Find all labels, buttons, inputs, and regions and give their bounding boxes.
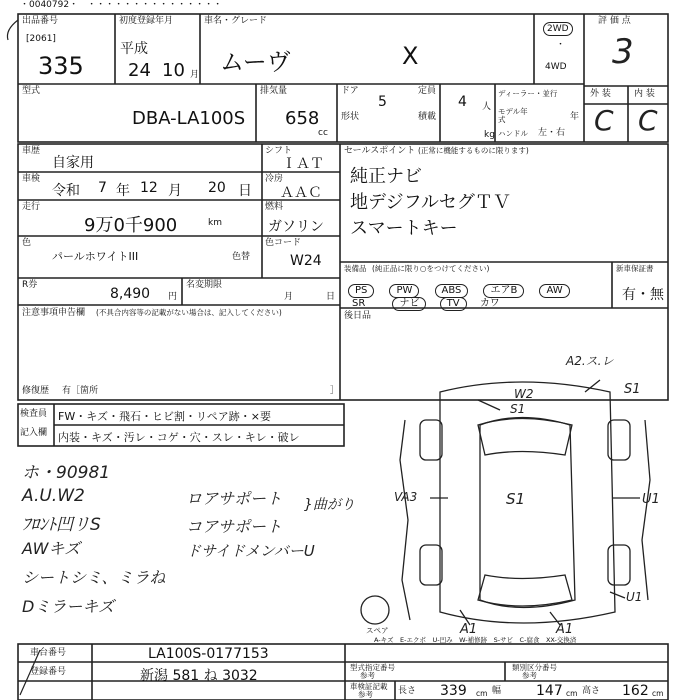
sales-point-1: 純正ナビ	[350, 166, 422, 187]
class-label: 類別区分番号	[512, 663, 557, 672]
mark-front-right: S1	[624, 382, 641, 397]
damage-legend: A-キズ E-エクボ U-凹み W-補修跡 S-サビ C-腐食 XX-交換済	[374, 636, 577, 644]
hand-note-4: AWキズ	[22, 539, 81, 558]
mileage-value: 9万0千900	[84, 215, 178, 236]
shift-label: シフト	[265, 146, 293, 156]
capacity-value: 4	[458, 94, 467, 110]
equipment-row-2	[352, 294, 500, 311]
car-windshield	[478, 419, 572, 456]
model-type-ref: 参考	[360, 671, 375, 680]
inspector-label-1: 検査員	[20, 409, 48, 419]
model-year-label: モデル年式	[498, 107, 528, 124]
fuel-label: 燃料	[265, 202, 284, 212]
sales-points-note: (正常に機能するものに限ります)	[418, 146, 529, 155]
plate-label: 登録番号	[30, 667, 67, 677]
wheel-front-left	[420, 420, 442, 460]
diagram-leaderlines	[430, 380, 643, 625]
score-label: 評 価 点	[598, 16, 631, 26]
name-change-day: 日	[326, 292, 336, 302]
hand-note-3: ﾌﾛﾝﾄ凹リS	[22, 515, 101, 535]
lot-circle	[7, 20, 18, 40]
hand-note-1: ホ・90981	[22, 463, 111, 483]
spare-label: スペア	[366, 626, 389, 635]
load-unit: kg	[484, 130, 495, 140]
plate-value: 新潟 581 ね 3032	[140, 668, 258, 684]
name-change-month: 月	[284, 292, 294, 302]
model-year-unit: 年	[570, 112, 580, 122]
capacity-label: 定員	[418, 86, 437, 96]
reg-date-year: 24	[128, 60, 151, 81]
drive-2wd: 2WD	[543, 22, 573, 36]
inspection-year-unit: 年	[116, 183, 130, 199]
equip-sr: SR	[352, 298, 366, 309]
hand-note-6: Dミラーキズ	[22, 597, 115, 616]
notes-note: (不具合内容等の記載がない場合は、記入してください)	[96, 308, 282, 317]
mark-bottom-left: A1	[460, 622, 478, 637]
height-value: 162	[622, 683, 649, 699]
color-code-label: 色コード	[265, 238, 302, 248]
dealer-label: ディーラー・並行	[498, 89, 558, 98]
retrofit-label: 後日品	[344, 311, 372, 321]
score-int-label: 内 装	[634, 89, 655, 99]
score-value: 3	[612, 32, 634, 72]
reg-date-month-unit: 月	[190, 70, 200, 80]
handle-value: 左・右	[538, 128, 566, 138]
inspector-row-2: 内装・キズ・汚レ・コゲ・穴・スレ・キレ・破レ	[58, 431, 300, 444]
ac-value: ＡＡＣ	[280, 185, 322, 201]
equip-ps: PS	[348, 284, 374, 298]
inspection-month-unit: 月	[168, 183, 182, 199]
warranty-label: 新車保証書	[616, 264, 654, 273]
mark-right-mid: U1	[642, 492, 660, 507]
mileage-label: 走行	[22, 202, 41, 212]
doors-label: ドア	[341, 86, 359, 96]
mileage-unit: km	[208, 218, 222, 228]
lot-label: 出品番号	[22, 16, 59, 26]
fuel-value: ガソリン	[268, 219, 324, 235]
width-label: 幅	[492, 686, 502, 696]
equip-pw: PW	[389, 284, 419, 298]
capacity-unit: 人	[482, 102, 492, 112]
inspection-label: 車検	[22, 174, 41, 184]
hand-right-1: ロアサポート	[186, 489, 283, 508]
displacement-unit: cc	[318, 128, 328, 138]
hand-right-2: コアサポート	[186, 517, 283, 536]
name-change-label: 名変期限	[186, 280, 223, 290]
recycle-unit: 円	[168, 292, 178, 302]
class-ref: 参考	[522, 671, 537, 680]
repair-close: ］	[330, 386, 340, 396]
score-ext-label: 外 装	[590, 89, 611, 99]
hand-bracket: }曲がり	[304, 497, 355, 513]
car-grade: X	[402, 42, 419, 70]
inspector-row-1: FW・キズ・飛石・ヒビ割・リペア跡・×要	[58, 410, 271, 423]
equip-airbag: エアB	[483, 284, 524, 298]
inspector-label-2: 記入欄	[20, 428, 48, 438]
lot-code: [2061]	[26, 34, 56, 44]
dims-ref-sub: 参考	[358, 690, 373, 699]
car-name-label: 車名・グレード	[204, 16, 268, 26]
spare-tire	[361, 596, 389, 624]
lot-number: 335	[38, 52, 84, 80]
inspection-year: 7	[98, 180, 107, 196]
length-label: 長さ	[398, 686, 417, 696]
height-unit: cm	[652, 689, 664, 698]
width-unit: cm	[566, 689, 578, 698]
chassis-value: LA100S-0177153	[148, 646, 269, 662]
equipment-note: (純正品に限り○をつけてください)	[372, 264, 490, 273]
shift-value: ＩＡＴ	[282, 156, 324, 172]
car-rear-window	[478, 575, 572, 606]
sales-points-label: セールスポイント	[344, 146, 416, 156]
color-value: パールホワイトIII	[52, 250, 139, 263]
hand-note-2: A.U.W2	[22, 486, 85, 506]
inspection-day: 20	[208, 180, 226, 196]
car-name: ムーヴ	[220, 48, 291, 76]
shape-label: 形状	[341, 112, 360, 122]
mark-right-rear: U1	[626, 590, 643, 604]
notes-label: 注意事項申告欄	[22, 308, 86, 318]
repair-label: 修復歴	[22, 386, 50, 396]
ac-label: 冷房	[265, 174, 284, 184]
displacement-label: 排気量	[260, 86, 288, 96]
length-value: 339	[440, 683, 467, 699]
mark-center: S1	[506, 490, 526, 508]
recycle-label: R券	[22, 280, 38, 290]
inspection-era: 令和	[52, 183, 80, 199]
equip-leather: カワ	[479, 298, 500, 309]
top-strip: ・0040792・ ・・・・・・・・・・・・・・・	[20, 0, 223, 10]
hand-right-3: ドサイドメンバーU	[186, 542, 315, 560]
equip-tv: TV	[440, 297, 467, 311]
score-ext: C	[594, 104, 614, 137]
drive-dot: ・	[556, 40, 566, 50]
mark-roof: W2	[514, 387, 534, 401]
sales-point-2: 地デジフルセグＴＶ	[350, 192, 511, 213]
wheel-rear-left	[420, 545, 442, 585]
sales-point-3: スマートキー	[350, 218, 458, 239]
hand-note-5: シートシミ、ミラね	[22, 568, 166, 587]
reg-date-label: 初度登録年月	[119, 16, 174, 26]
recycle-value: 8,490	[110, 286, 151, 302]
reg-date-era: 平成	[120, 41, 148, 57]
color-code-value: W24	[290, 253, 322, 269]
mark-roof-2: S1	[510, 402, 526, 416]
displacement-value: 658	[285, 108, 320, 129]
dims-ref-label: 車検証記載	[350, 682, 388, 691]
width-value: 147	[536, 683, 563, 699]
inspection-day-unit: 日	[238, 183, 252, 199]
drive-4wd: 4WD	[545, 62, 567, 72]
history-value: 自家用	[52, 155, 94, 171]
chassis-label: 車台番号	[30, 648, 67, 658]
handle-label: ハンドル	[498, 129, 528, 138]
inspection-month: 12	[140, 180, 158, 196]
model-value: DBA-LA100S	[132, 108, 246, 129]
mark-left-mid: VA3	[394, 490, 418, 504]
repair-value: 有［箇所	[62, 386, 99, 396]
color-label: 色	[22, 238, 32, 248]
equip-navi: ナビ	[392, 297, 426, 311]
load-label: 積載	[418, 112, 437, 122]
length-unit: cm	[476, 689, 488, 698]
height-label: 高さ	[582, 686, 601, 696]
equip-aw: AW	[539, 284, 569, 298]
mark-bottom-right: A1	[556, 622, 574, 637]
equip-abs: ABS	[435, 284, 469, 298]
model-label: 型式	[22, 86, 41, 96]
color-change-label: 色替	[232, 252, 251, 262]
mark-top: A2.ス.レ	[566, 354, 614, 368]
wheel-rear-right	[608, 545, 630, 585]
model-type-label: 型式指定番号	[350, 663, 395, 672]
history-label: 車歴	[22, 146, 41, 156]
warranty-value: 有・無	[622, 287, 664, 303]
reg-date-month: 10	[162, 60, 185, 81]
doors-value: 5	[378, 94, 387, 110]
equipment-label: 装備品	[344, 264, 367, 273]
score-int: C	[638, 104, 658, 137]
